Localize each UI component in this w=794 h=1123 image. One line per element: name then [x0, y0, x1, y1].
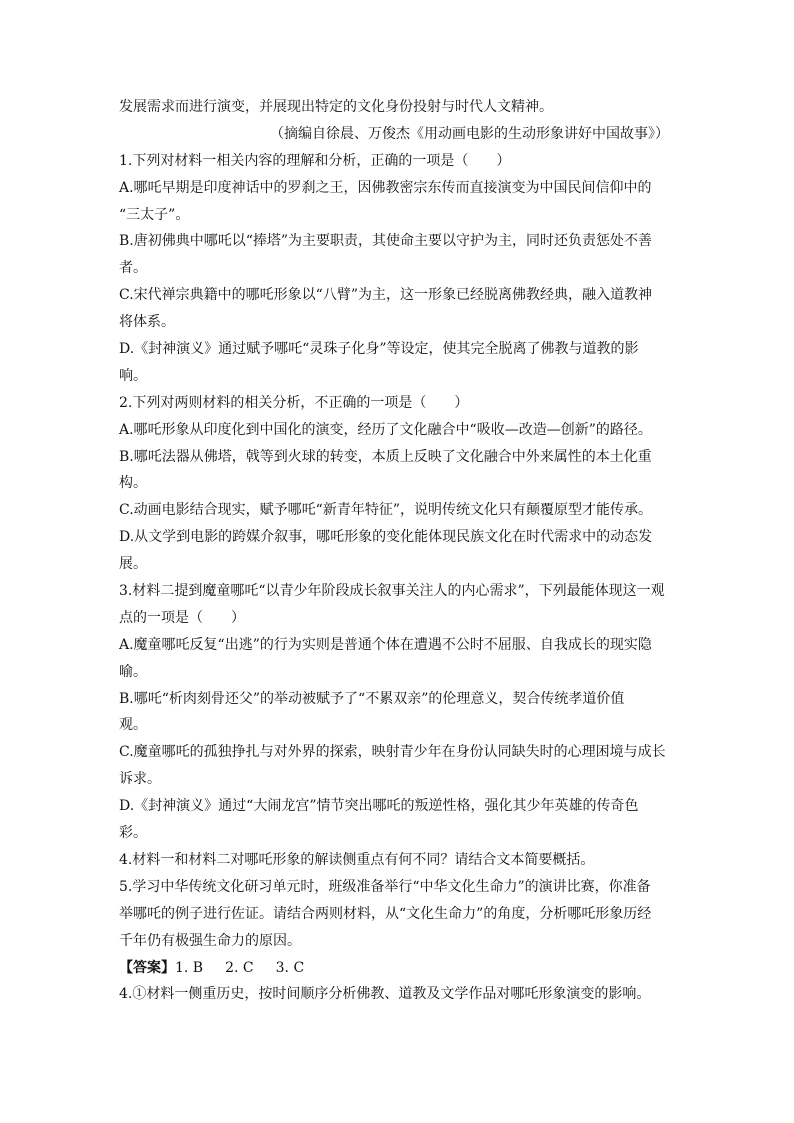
- question-text: 举哪吒的例子进行佐证。请结合两则材料，从“文化生命力”的角度，分析哪吒形象历经: [119, 905, 652, 922]
- option-text: 诉求。: [119, 771, 161, 788]
- option-text: 响。: [119, 367, 147, 384]
- question-1: 1.下列对材料一相关内容的理解和分析，正确的一项是（ ）: [119, 152, 511, 169]
- document-body: [119, 94, 679, 1008]
- option-text: C.宋代禅宗典籍中的哪吒形象以“八臂”为主，这一形象已经脱离佛教经典，融入道教神: [119, 287, 652, 304]
- option-text: 将体系。: [119, 314, 175, 331]
- question-text: 千年仍有极强生命力的原因。: [119, 932, 301, 949]
- option-text: A.哪吒早期是印度神话中的罗刹之王，因佛教密宗东传而直接演变为中国民间信仰中的: [119, 179, 652, 196]
- text-line: 发展需求而进行演变，并展现出特定的文化身份投射与时代人文精神。: [119, 99, 553, 115]
- source-citation: （摘编自徐晨、万俊杰《用动画电影的生动形象讲好中国故事》）: [270, 125, 669, 142]
- option-text: “三太子”。: [119, 206, 190, 223]
- question-2: 2.下列对两则材料的相关分析，不正确的一项是（ ）: [119, 394, 469, 411]
- option-text: D.《封神演义》通过赋予哪吒“灵珠子化身”等设定，使其完全脱离了佛教与道教的影: [119, 341, 639, 358]
- option-text: A.哪吒形象从印度化到中国化的演变，经历了文化融合中“吸收—改造—创新”的路径。: [119, 421, 652, 438]
- answer-item: 3. C: [275, 959, 305, 976]
- option-text: A.魔童哪吒反复“出逃”的行为实则是普通个体在遭遇不公时不屈服、自我成长的现实隐: [119, 636, 652, 653]
- option-text: 喻。: [119, 663, 147, 680]
- option-text: 展。: [119, 556, 147, 573]
- option-text: C.动画电影结合现实，赋予哪吒“新青年特征”，说明传统文化只有颠覆原型才能传承。: [119, 502, 652, 519]
- option-text: 者。: [119, 260, 147, 277]
- question-4: 4.材料一和材料二对哪吒形象的解读侧重点有何不同？请结合文本简要概括。: [119, 851, 595, 868]
- option-text: B.哪吒“析肉刻骨还父”的举动被赋予了“不累双亲”的伦理意义，契合传统孝道价值: [119, 690, 625, 707]
- answer-explanation: 4.①材料一侧重历史，按时间顺序分析佛教、道教及文学作品对哪吒形象演变的影响。: [119, 986, 651, 1003]
- option-text: 构。: [119, 475, 147, 492]
- answer-item: 2. C: [225, 959, 254, 976]
- question-3: 3.材料二提到魔童哪吒“以青少年阶段成长叙事关注人的内心需求”，下列最能体现这一观: [119, 583, 665, 600]
- option-text: B.哪吒法器从佛塔，戟等到火球的转变，本质上反映了文化融合中外来属性的本土化重: [119, 448, 652, 465]
- answer-item: 1. B: [175, 959, 204, 976]
- answer-tag: 【答案】: [119, 959, 175, 976]
- option-text: B.唐初佛典中哪吒以“捧塔”为主要职责，其使命主要以守护为主，同时还负责惩处不善: [119, 233, 653, 250]
- question-text: 点的一项是（ ）: [119, 609, 245, 626]
- option-text: D.《封神演义》通过“大闹龙宫”情节突出哪吒的叛逆性格，强化其少年英雄的传奇色: [119, 798, 639, 815]
- answer-line: [119, 955, 679, 982]
- option-text: 观。: [119, 717, 147, 734]
- option-text: 彩。: [119, 825, 147, 842]
- option-text: C.魔童哪吒的孤独挣扎与对外界的探索，映射青少年在身份认同缺失时的心理困境与成长: [119, 744, 666, 761]
- option-text: D.从文学到电影的跨媒介叙事，哪吒形象的变化能体现民族文化在时代需求中的动态发: [119, 529, 653, 546]
- question-5: 5.学习中华传统文化研习单元时，班级准备举行“中华文化生命力”的演讲比赛，你准备: [119, 878, 651, 895]
